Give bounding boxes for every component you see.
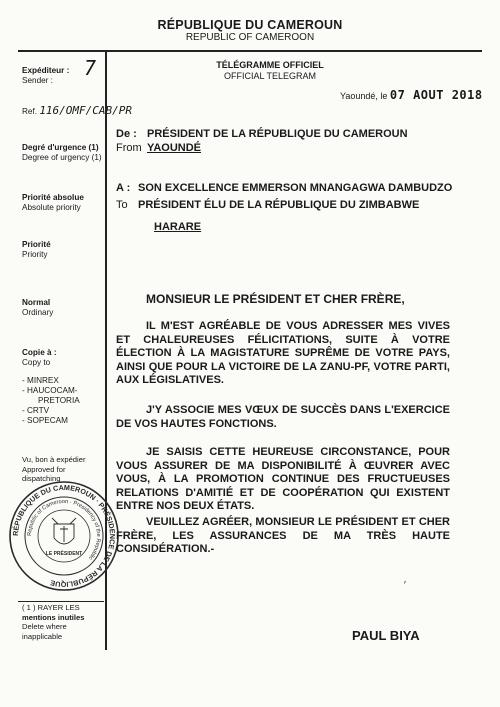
ref-label: Ref. xyxy=(22,107,38,116)
absolute-priority-block xyxy=(22,193,84,213)
salutation: MONSIEUR LE PRÉSIDENT ET CHER FRÈRE, xyxy=(146,292,405,306)
to-value-title: PRÉSIDENT ÉLU DE LA RÉPUBLIQUE DU ZIMBABWE xyxy=(138,199,420,211)
paragraph-1: IL M'EST AGRÉABLE DE VOUS ADRESSER MES VIVES ET CHALEUREUSES FÉLICITATIONS, SUITE À VOTRE ÉLECTION À LA MAGISTATURE SUPRÊME DE VOTRE PAYS, AINSI QUE POUR LA VICTOIRE DE LA ZANU-PF, VOTRE PARTI, AUX LÉGISLATIVES. xyxy=(116,320,450,387)
footnote-rule xyxy=(18,601,104,602)
footnote-block xyxy=(22,603,84,641)
footnote-line-1: ( 1 ) RAYER LES xyxy=(22,603,80,612)
sender-block xyxy=(22,66,69,86)
normal-en: Ordinary xyxy=(22,308,54,317)
absolute-priority-en: Absolute priority xyxy=(22,203,81,212)
paragraph-4 xyxy=(116,516,450,557)
closing-addressee: MONSIEUR LE PRÉSIDENT ET CHER FRÈRE xyxy=(116,516,450,542)
place-date xyxy=(340,88,483,102)
from-label-en: From xyxy=(116,142,142,154)
approval-en-1: Approved for xyxy=(22,464,66,474)
from-value-title: PRÉSIDENT DE LA RÉPUBLIQUE DU CAMEROUN xyxy=(147,128,408,140)
telegram-title-en: OFFICIAL TELEGRAM xyxy=(223,71,317,81)
country-title-fr: RÉPUBLIQUE DU CAMEROUN xyxy=(157,18,343,32)
coat-of-arms-icon xyxy=(52,518,76,544)
seal-outer-text: RÉPUBLIQUE DU CAMEROUN · PRÉSIDENCE DE LA RÉPUBLIQUE xyxy=(10,482,118,590)
to-value-name: SON EXCELLENCE EMMERSON MNANGAGWA DAMBUDZO xyxy=(138,182,453,194)
to-label-fr: A : xyxy=(116,182,131,194)
country-title-en: REPUBLIC OF CAMEROON xyxy=(185,32,315,43)
place-date-prefix: Yaoundé, le xyxy=(340,91,388,101)
footnote-line-2: mentions inutiles xyxy=(22,612,85,622)
ref-block xyxy=(22,106,132,117)
sender-value: 7 xyxy=(84,56,97,80)
normal-fr: Normal xyxy=(22,298,51,307)
priority-en: Priority xyxy=(22,250,48,259)
closing-end: , LES ASSURANCES DE MA TRÈS HAUTE CONSIDÉRATION.- xyxy=(116,529,450,556)
to-label-en: To xyxy=(116,199,128,211)
absolute-priority-fr: Priorité absolue xyxy=(22,193,84,202)
to-value-city: HARARE xyxy=(154,221,202,233)
copy-to-en: Copy to xyxy=(22,358,51,367)
normal-block xyxy=(22,298,53,318)
telegram-title-fr: TÉLÉGRAMME OFFICIEL xyxy=(216,60,324,70)
approval-fr: Vu, bon à expédier xyxy=(22,455,86,464)
from-value-city: YAOUNDÉ xyxy=(147,142,201,154)
copy-item: - MINREX xyxy=(22,376,59,385)
footnote-line-3: Delete where xyxy=(22,622,67,631)
presidential-seal xyxy=(8,480,120,592)
urgency-label-fr: Degré d'urgence (1) xyxy=(22,143,99,152)
copy-item: PRETORIA xyxy=(38,396,80,405)
priority-block xyxy=(22,240,51,260)
copy-to-fr: Copie à : xyxy=(22,348,57,357)
sender-label-en: Sender : xyxy=(22,76,53,85)
priority-fr: Priorité xyxy=(22,240,51,249)
seal-inner-text: Republic of Cameroon · Presidency of the Republic xyxy=(26,498,102,561)
date-stamp: 07 AOUT 2018 xyxy=(389,88,483,102)
header-rule xyxy=(18,50,482,52)
seal-center-text: LE PRÉSIDENT xyxy=(45,551,83,557)
copy-item: - SOPECAM xyxy=(22,416,68,425)
copy-to-block xyxy=(22,348,57,368)
urgency-label-en: Degree of urgency (1) xyxy=(22,153,102,162)
copy-item: - HAUCOCAM- xyxy=(22,386,78,395)
tick-mark: ′ xyxy=(404,580,406,591)
closing-start: VEUILLEZ AGRÉER, xyxy=(146,516,256,528)
urgency-block xyxy=(22,143,102,163)
paragraph-3: JE SAISIS CETTE HEUREUSE CIRCONSTANCE, POUR VOUS ASSURER DE MA DISPONIBILITÉ À ŒUVRER AVEC VOUS, À LA PROMOTION CONTINUE DES FRUCTUEUSES RELATIONS D'AMITIÉ ET DE COOPÉRATION QUI EXISTENT ENTRE NOS DEUX ÉTATS. xyxy=(116,446,450,513)
sender-label-fr: Expéditeur : xyxy=(22,66,70,75)
paragraph-2: J'Y ASSOCIE MES VŒUX DE SUCCÈS DANS L'EXERCICE DE VOS HAUTES FONCTIONS. xyxy=(116,404,450,430)
copy-item: - CRTV xyxy=(22,406,50,415)
approval-en-2: dispatching xyxy=(22,474,61,483)
ref-value: 116/OMF/CAB/PR xyxy=(39,104,133,117)
from-label-fr: De : xyxy=(116,128,137,140)
signature-name: PAUL BIYA xyxy=(352,628,420,643)
copy-list xyxy=(22,376,80,426)
footnote-line-4: inapplicable xyxy=(22,631,63,641)
